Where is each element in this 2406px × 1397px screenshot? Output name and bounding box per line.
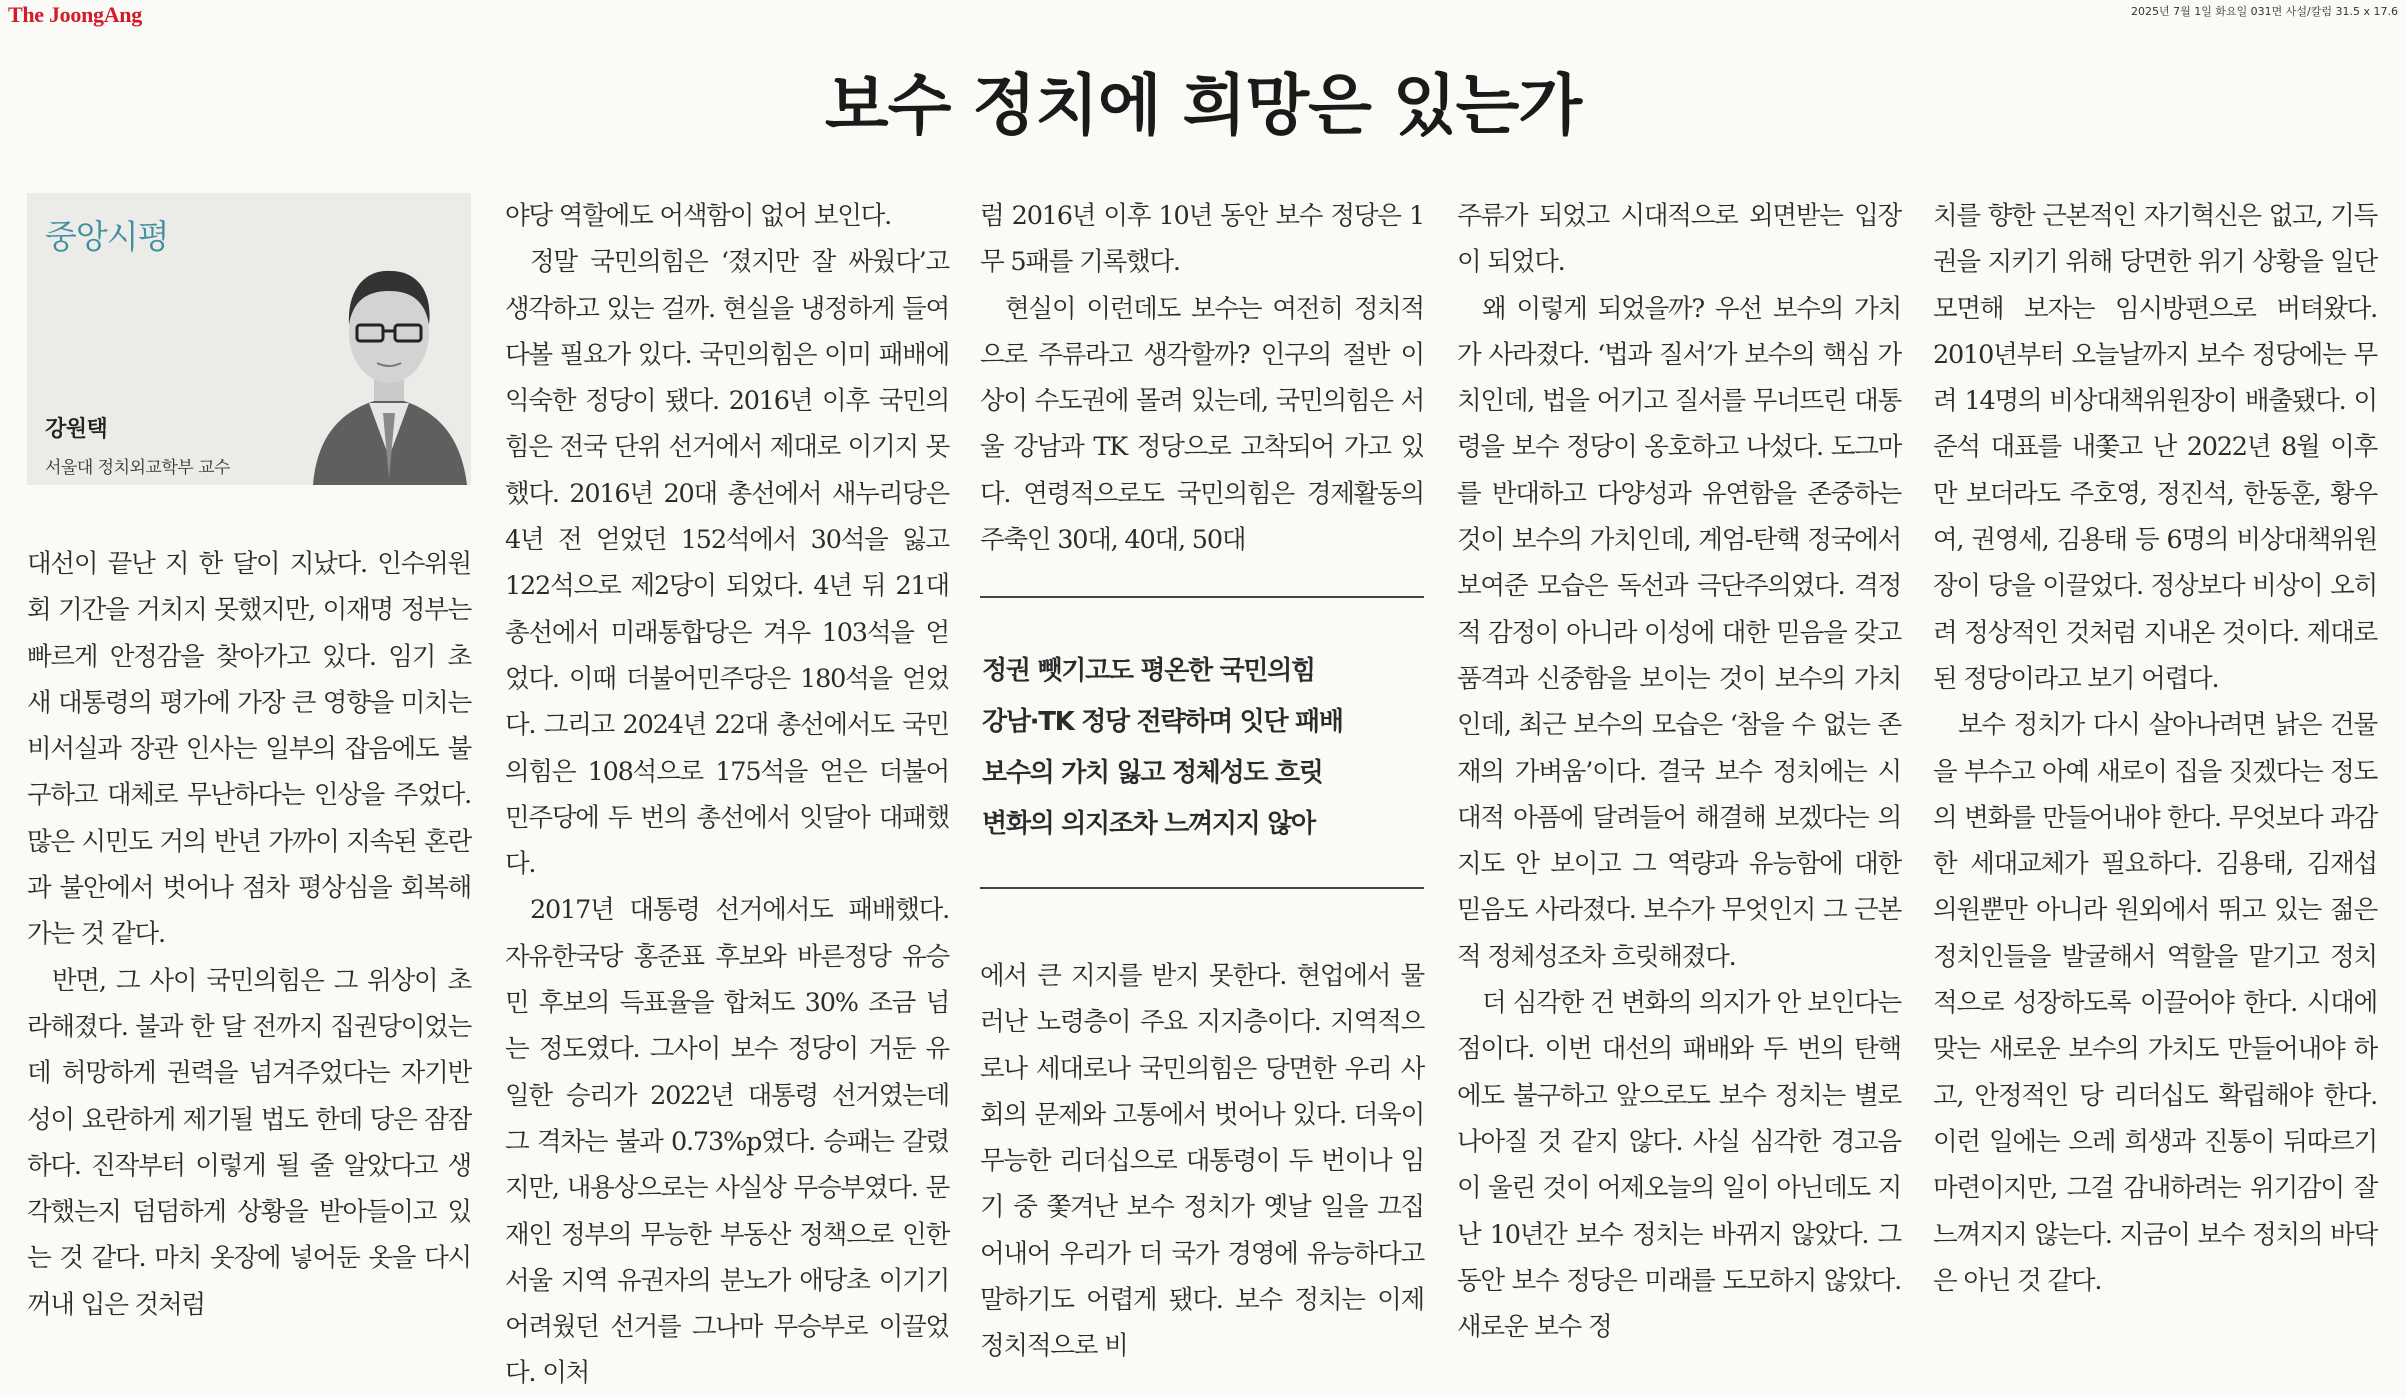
pull-quote-line: 정권 뺏기고도 평온한 국민의힘	[982, 656, 1315, 686]
column-3-text-bottom	[980, 953, 1424, 1370]
paragraph: 보수 정치가 다시 살아나려면 낡은 건물을 부수고 아예 새로이 집을 짓겠다는 정도의 변화를 만들어내야 한다. 무엇보다 과감한 세대교체가 필요하다. 김용태, 김재섭 의원뿐만 아니라 원외에서 뛰고 있는 젊은 정치인들을 발굴해서 역할을 맡기고 정치적으로 성장하도록 이끌어야 한다. 시대에 맞는 새로운 보수의 가치도 만들어내야 하고, 안정적인 당 리더십도 확립해야 한다. 이런 일에는 으레 희생과 진통이 뒤따르기 마련이지만, 그걸 감내하려는 위기감이 잘 느껴지지 않는다. 지금이 보수 정치의 바닥은 아닌 것 같다.	[1933, 710, 2377, 1296]
paragraph: 에서 큰 지지를 받지 못한다. 현업에서 물러난 노령층이 주요 지지층이다. 지역적으로나 세대로나 국민의힘은 당면한 우리 사회의 문제와 고통에서 벗어나 있다. 더욱이 무능한 리더십으로 대통령이 두 번이나 임기 중 쫓겨난 보수 정치가 옛날 일을 끄집어내어 우리가 더 국가 경영에 유능하다고 말하기도 어렵게 됐다. 보수 정치는 이제 정치적으로 비	[980, 961, 1424, 1362]
article-headline: 보수 정치에 희망은 있는가	[824, 66, 1582, 144]
article-column-2	[505, 193, 949, 1397]
article-column-4	[1457, 193, 1901, 1350]
masthead	[0, 0, 2406, 36]
newspaper-logo[interactable]: The JoongAng	[8, 2, 142, 27]
paragraph: 주류가 되었고 시대적으로 외면받는 입장이 되었다.	[1457, 201, 1901, 278]
column-1-text	[27, 541, 471, 1328]
paragraph: 럼 2016년 이후 10년 동안 보수 정당은 1무 5패를 기록했다.	[980, 201, 1424, 278]
paragraph: 현실이 이런데도 보수는 여전히 정치적으로 주류라고 생각할까? 인구의 절반 이상이 수도권에 몰려 있는데, 국민의힘은 서울 강남과 TK 정당으로 고착되어 가고 있다. 연령적으로도 국민의힘은 경제활동의 주축인 30대, 40대, 50대	[980, 293, 1424, 556]
columnist-name: 강원택	[45, 417, 108, 442]
pull-quote	[980, 596, 1424, 896]
issue-meta: 2025년 7월 1일 화요일 031면 사설/칼럼 31.5 x 17.6	[2130, 5, 2398, 18]
columnist-box	[27, 193, 471, 485]
paragraph: 반면, 그 사이 국민의힘은 그 위상이 초라해졌다. 불과 한 달 전까지 집권당이었는데 허망하게 권력을 넘겨주었다는 자기반성이 요란하게 제기될 법도 한데 당은 잠잠하다. 진작부터 이렇게 될 줄 알았다고 생각했는지 덤덤하게 상황을 받아들이고 있는 것 같다. 마치 옷장에 넣어둔 옷을 다시 꺼내 입은 것처럼	[27, 965, 471, 1320]
article-column-5	[1933, 193, 2377, 1304]
pull-quote-bottom-rule	[980, 887, 1424, 889]
paragraph: 정말 국민의힘은 ‘졌지만 잘 싸웠다’고 생각하고 있는 걸까. 현실을 냉정하게 들여다볼 필요가 있다. 국민의힘은 이미 패배에 익숙한 정당이 됐다. 2016년 이후 국민의힘은 전국 단위 선거에서 제대로 이기지 못했다. 2016년 20대 총선에서 새누리당은 4년 전 얻었던 152석에서 30석을 잃고 122석으로 제2당이 되었다. 4년 뒤 21대 총선에서 미래통합당은 겨우 103석을 얻었다. 이때 더불어민주당은 180석을 얻었다. 그리고 2024년 22대 총선에서도 국민의힘은 108석으로 175석을 얻은 더불어민주당에 두 번의 총선에서 잇달아 대패했다.	[505, 247, 949, 880]
pull-quote-line: 보수의 가치 잃고 정체성도 흐릿	[982, 758, 1323, 788]
pull-quote-line: 강남·TK 정당 전략하며 잇단 패배	[982, 707, 1343, 737]
article-column-3	[980, 193, 1424, 1362]
paragraph: 2017년 대통령 선거에서도 패배했다. 자유한국당 홍준표 후보와 바른정당 유승민 후보의 득표율을 합쳐도 30% 조금 넘는 정도였다. 그사이 보수 정당이 거둔 유일한 승리가 2022년 대통령 선거였는데 그 격차는 불과 0.73%p였다. 승패는 갈렸지만, 내용상으로는 사실상 무승부였다. 문재인 정부의 무능한 부동산 정책으로 인한 서울 지역 유권자의 분노가 애당초 이기기 어려웠던 선거를 그나마 무승부로 이끌었다. 이처	[505, 895, 949, 1389]
columnist-portrait	[307, 231, 471, 485]
paragraph: 대선이 끝난 지 한 달이 지났다. 인수위원회 기간을 거치지 못했지만, 이재명 정부는 빠르게 안정감을 찾아가고 있다. 임기 초 새 대통령의 평가에 가장 큰 영향을 미치는 비서실과 장관 인사는 일부의 잡음에도 불구하고 대체로 무난하다는 인상을 주었다. 많은 시민도 거의 반년 가까이 지속된 혼란과 불안에서 벗어나 점차 평상심을 회복해 가는 것 같다.	[27, 549, 471, 950]
pull-quote-line: 변화의 의지조차 느껴지지 않아	[982, 809, 1315, 839]
paragraph: 왜 이렇게 되었을까? 우선 보수의 가치가 사라졌다. ‘법과 질서’가 보수의 핵심 가치인데, 법을 어기고 질서를 무너뜨린 대통령을 보수 정당이 옹호하고 나섰다. 도그마를 반대하고 다양성과 유연함을 존중하는 것이 보수의 가치인데, 계엄-탄핵 정국에서 보여준 모습은 독선과 극단주의였다. 격정적 감정이 아니라 이성에 대한 믿음을 갖고 품격과 신중함을 보이는 것이 보수의 가치인데, 최근 보수의 모습은 ‘참을 수 없는 존재의 가벼움’이다. 결국 보수 정치에는 시대적 아픔에 달려들어 해결해 보겠다는 의지도 안 보이고 그 역량과 유능함에 대한 믿음도 사라졌다. 보수가 무엇인지 그 근본적 정체성조차 흐릿해졌다.	[1457, 293, 1901, 972]
pull-quote-top-rule	[980, 596, 1424, 598]
paragraph: 치를 향한 근본적인 자기혁신은 없고, 기득권을 지키기 위해 당면한 위기 상황을 일단 모면해 보자는 임시방편으로 버텨왔다. 2010년부터 오늘날까지 보수 정당에는 무려 14명의 비상대책위원장이 배출됐다. 이준석 대표를 내쫓고 난 2022년 8월 이후만 보더라도 주호영, 정진석, 한동훈, 황우여, 권영세, 김용태 등 6명의 비상대책위원장이 당을 이끌었다. 정상보다 비상이 오히려 정상적인 것처럼 지내온 것이다. 제대로 된 정당이라고 보기 어렵다.	[1933, 201, 2377, 694]
column-name: 중앙시평	[45, 217, 169, 256]
paragraph: 야당 역할에도 어색함이 없어 보인다.	[505, 201, 892, 231]
paragraph: 더 심각한 건 변화의 의지가 안 보인다는 점이다. 이번 대선의 패배와 두 번의 탄핵에도 불구하고 앞으로도 보수 정치는 별로 나아질 것 같지 않다. 사실 심각한 경고음이 울린 것이 어제오늘의 일이 아닌데도 지난 10년간 보수 정치는 바뀌지 않았다. 그동안 보수 정당은 미래를 도모하지 않았다. 새로운 보수 정	[1457, 988, 1901, 1343]
columnist-role: 서울대 정치외교학부 교수	[45, 458, 230, 478]
